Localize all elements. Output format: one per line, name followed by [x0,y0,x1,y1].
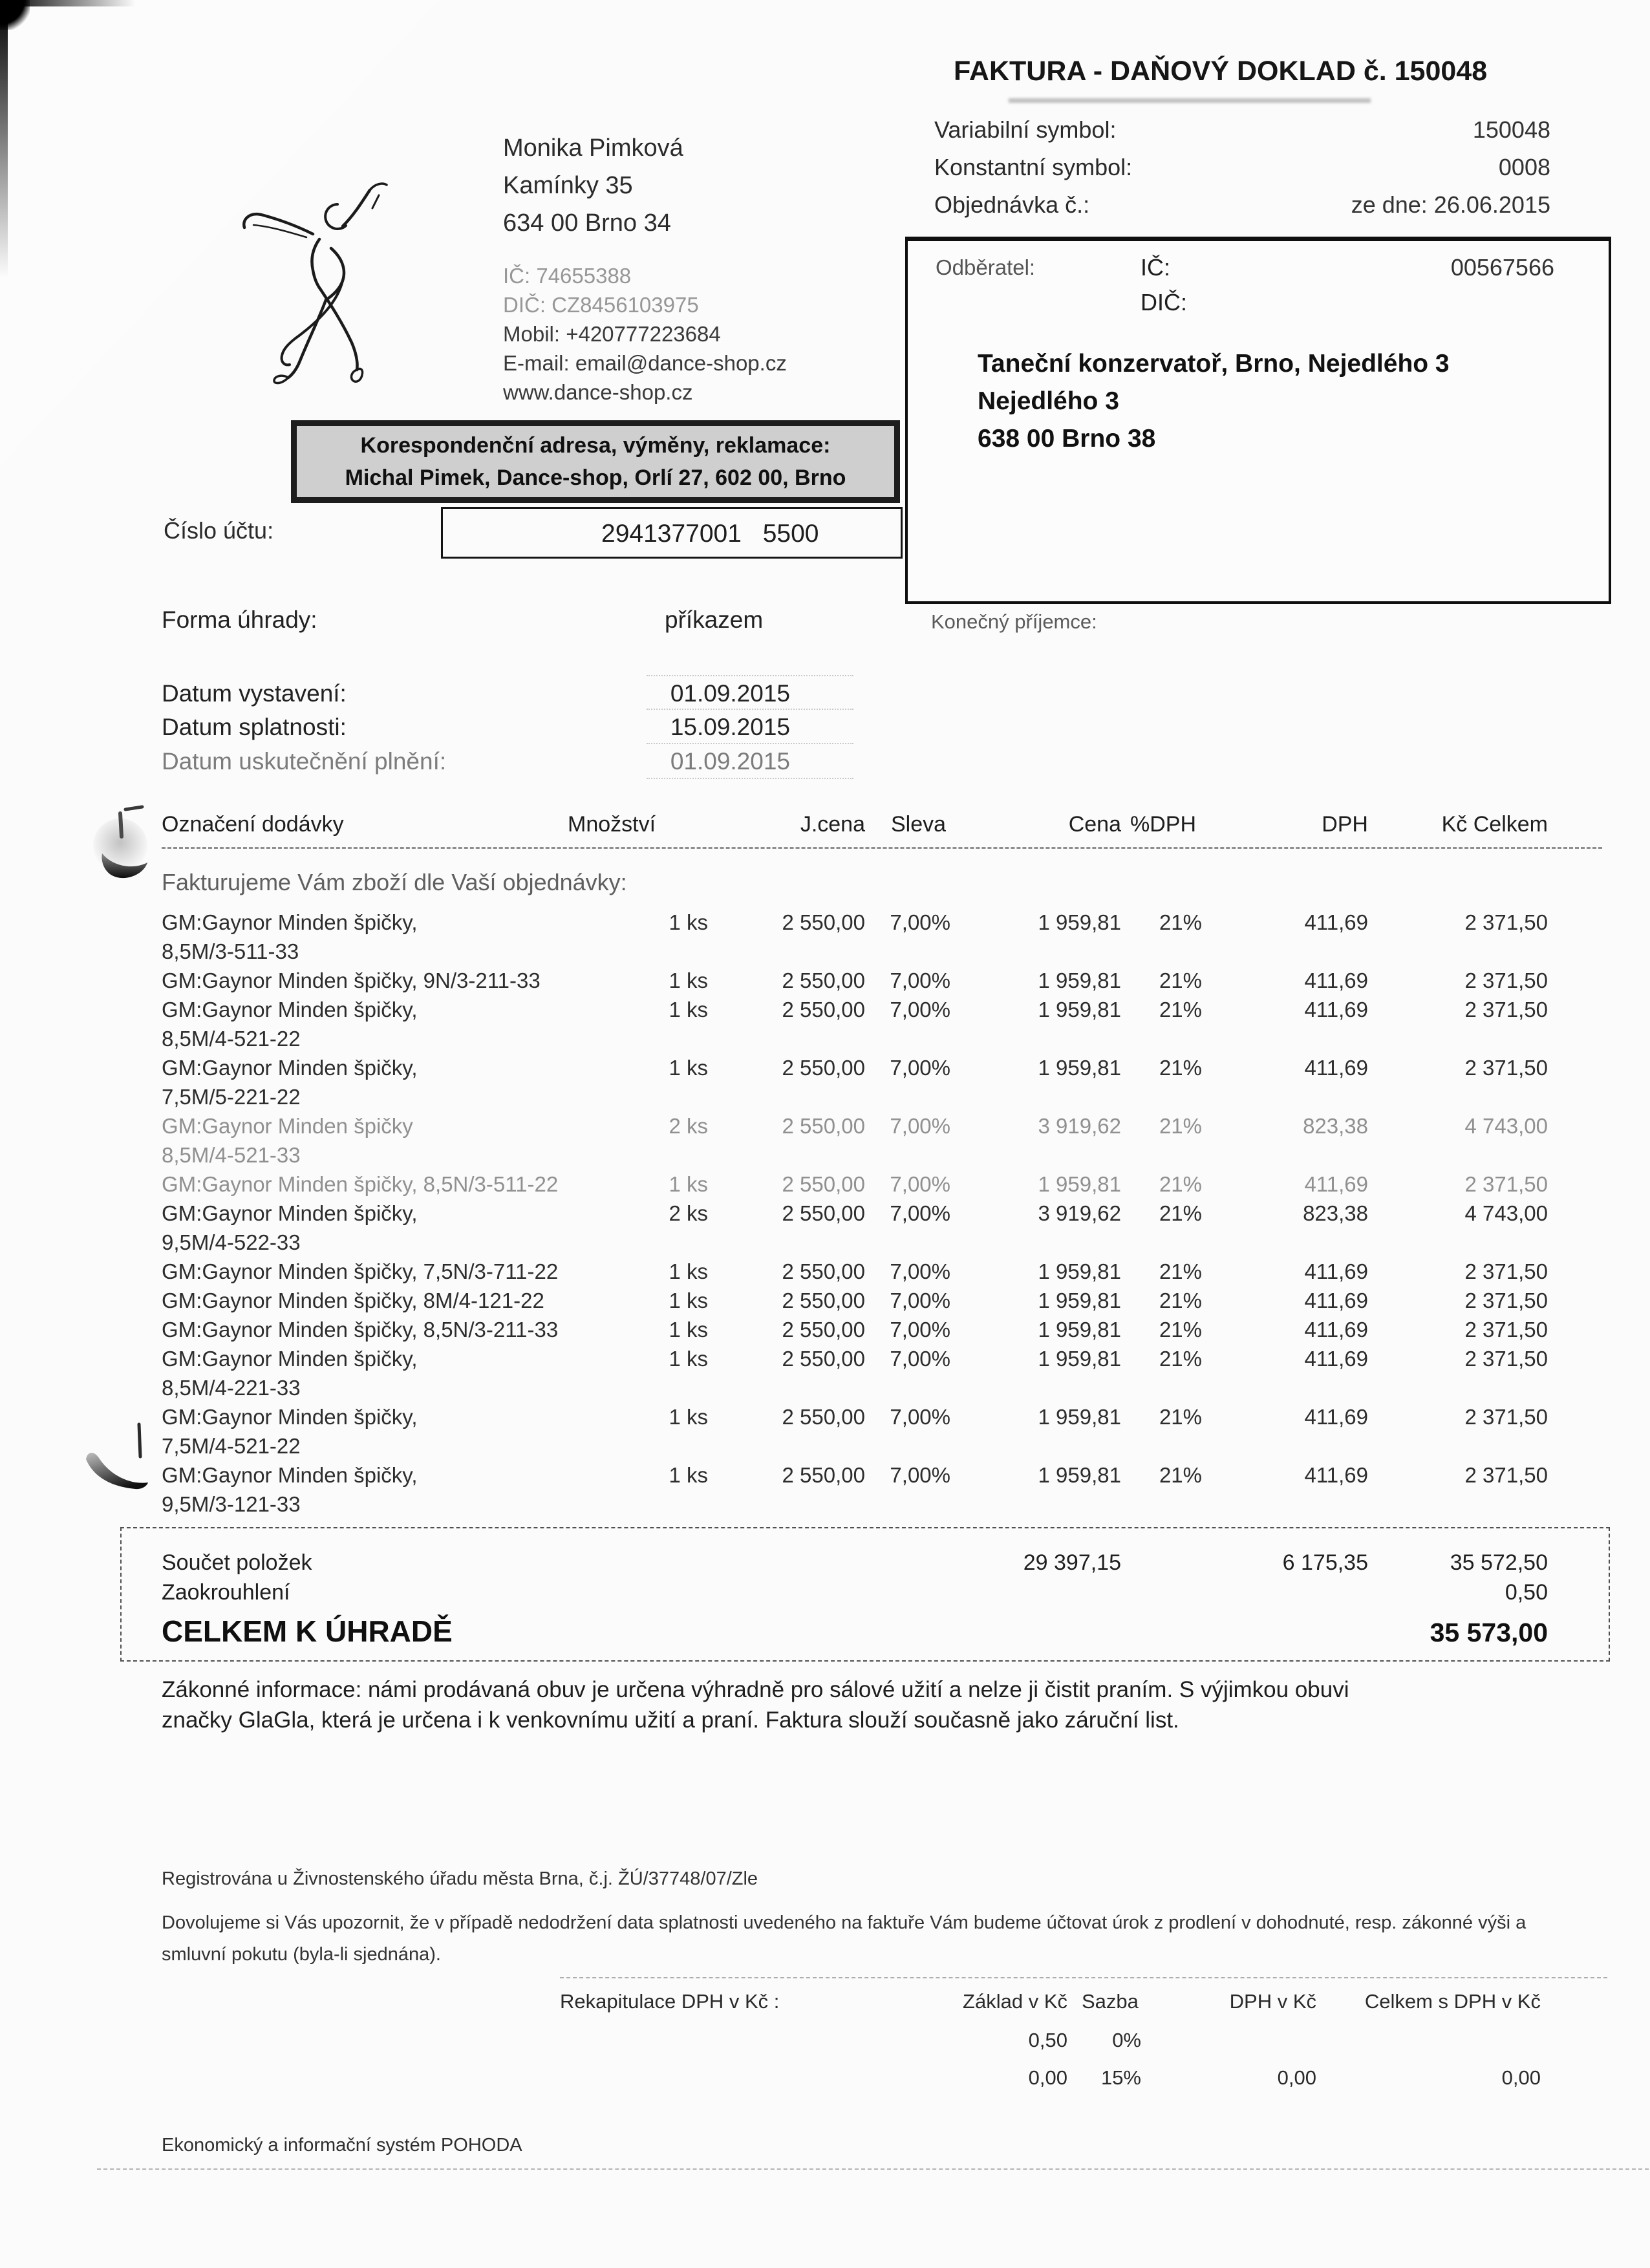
account-number-box [441,507,903,559]
item-unit-price: 2 550,00 [782,1318,865,1342]
item-unit-price: 2 550,00 [782,1405,865,1429]
item-discount: 7,00% [890,1318,950,1342]
item-code: 9,5M/3-121-33 [162,1492,301,1516]
item-name: GM:Gaynor Minden špičky, 7,5N/3-711-22 [162,1259,559,1283]
item-total: 2 371,50 [1464,1056,1548,1080]
late-payment-notice [162,1907,1526,1971]
item-total: 2 371,50 [1464,1172,1548,1196]
item-vat: 411,69 [1304,1318,1368,1342]
dotted-separator [647,675,853,676]
table-row [162,1402,1552,1460]
constant-symbol-label: Konstantní symbol: [934,154,1133,180]
correspondence-line1: Korespondenční adresa, výměny, reklamace: [360,433,831,458]
customer-ic-value: 00567566 [1450,254,1554,281]
item-name: GM:Gaynor Minden špičky, 8M/4-121-22 [162,1289,544,1312]
scan-smudge [1009,98,1371,103]
item-name: GM:Gaynor Minden špičky, 9N/3-211-33 [162,968,541,992]
item-unit-price: 2 550,00 [782,1114,865,1138]
supplier-email: E-mail: email@dance-shop.cz [503,351,787,375]
item-unit-price: 2 550,00 [782,968,865,992]
item-unit-price: 2 550,00 [782,1201,865,1225]
notice-line2: smluvní pokutu (byla-li sjednána). [162,1944,441,1965]
item-vat-rate: 21% [1159,910,1202,934]
item-qty: 2 ks [669,1114,708,1138]
item-qty: 1 ks [669,1463,708,1487]
item-qty: 1 ks [669,1318,708,1342]
correspondence-line2: Michal Pimek, Dance-shop, Orlí 27, 602 00, Brno [345,465,846,490]
item-vat: 411,69 [1304,1056,1368,1080]
dancer-logo-icon [241,176,399,396]
col-discount: Sleva [891,812,947,837]
item-unit-price: 2 550,00 [782,1463,865,1487]
col-total: Kč Celkem [1441,812,1548,837]
item-vat: 411,69 [1304,1172,1368,1196]
rounding-label: Zaokrouhlení [162,1580,290,1605]
item-unit-price: 2 550,00 [782,1289,865,1312]
item-discount: 7,00% [890,910,950,934]
item-vat-rate: 21% [1159,1289,1202,1312]
final-recipient-label: Konečný příjemce: [931,610,1097,633]
item-discount: 7,00% [890,1405,950,1429]
item-unit-price: 2 550,00 [782,910,865,934]
item-vat: 411,69 [1304,1259,1368,1283]
item-qty: 2 ks [669,1201,708,1225]
customer-street: Nejedlého 3 [978,387,1119,415]
supplier-web: www.dance-shop.cz [503,380,693,404]
supplier-dic: DIČ: CZ8456103975 [503,293,699,317]
item-vat-rate: 21% [1159,1172,1202,1196]
invoice-title: FAKTURA - DAŇOVÝ DOKLAD č. 150048 [954,56,1488,87]
item-name: GM:Gaynor Minden špičky, [162,1405,418,1429]
item-qty: 1 ks [669,1172,708,1196]
dotted-separator [647,743,853,744]
table-row [162,908,1552,966]
item-code: 7,5M/5-221-22 [162,1085,301,1109]
issue-date-value: 01.09.2015 [670,680,790,707]
item-code: 7,5M/4-521-22 [162,1434,301,1458]
item-total: 2 371,50 [1464,1318,1548,1342]
item-discount: 7,00% [890,1114,950,1138]
recap-total-1: 0,00 [1501,2066,1541,2089]
recap-col-rate: Sazba [1082,1990,1139,2013]
item-vat-rate: 21% [1159,1405,1202,1429]
table-row [162,1053,1552,1111]
item-price: 1 959,81 [1038,1259,1121,1283]
footer-note: Ekonomický a informační systém POHODA [162,2135,522,2156]
item-discount: 7,00% [890,1259,950,1283]
recap-col-total: Celkem s DPH v Kč [1364,1990,1541,2013]
item-vat: 411,69 [1304,1347,1368,1371]
item-vat-rate: 21% [1159,998,1202,1022]
bottom-divider [97,2168,1649,2170]
recap-col-base: Základ v Kč [963,1990,1067,2013]
supplier-ic: IČ: 74655388 [503,264,632,288]
item-price: 1 959,81 [1038,1405,1121,1429]
sum-total: 35 572,50 [1450,1550,1548,1575]
item-total: 2 371,50 [1464,1259,1548,1283]
item-price: 1 959,81 [1038,1347,1121,1371]
item-price: 3 919,62 [1038,1201,1121,1225]
item-vat: 411,69 [1304,968,1368,992]
recap-base-1: 0,00 [1028,2066,1067,2089]
legal-line1: Zákonné informace: námi prodávaná obuv je určena výhradně pro sálové užití a nelze ji čistit praním. S výjimkou obuvi [162,1677,1349,1702]
item-unit-price: 2 550,00 [782,1056,865,1080]
item-vat: 411,69 [1304,1405,1368,1429]
table-row [162,1170,1552,1199]
item-total: 2 371,50 [1464,1347,1548,1371]
recap-rate-0: 0% [1112,2029,1141,2051]
table-row [162,1111,1552,1170]
item-qty: 1 ks [669,968,708,992]
item-price: 1 959,81 [1038,1318,1121,1342]
supplier-name: Monika Pimková [503,134,683,162]
item-name: GM:Gaynor Minden špičky, [162,1463,418,1487]
customer-ic-label: IČ: [1141,254,1171,281]
items-table [162,908,1552,1519]
item-name: GM:Gaynor Minden špičky, [162,1347,418,1371]
item-price: 1 959,81 [1038,1172,1121,1196]
account-number-label: Číslo účtu: [164,517,274,544]
grand-total-label: CELKEM K ÚHRADĚ [162,1614,453,1648]
item-unit-price: 2 550,00 [782,1172,865,1196]
recap-rate-1: 15% [1100,2066,1141,2089]
col-name: Označení dodávky [162,812,344,837]
item-name: GM:Gaynor Minden špičky [162,1114,413,1138]
item-total: 4 743,00 [1464,1201,1548,1225]
item-price: 1 959,81 [1038,1463,1121,1487]
item-total: 2 371,50 [1464,1405,1548,1429]
dotted-separator [647,778,853,779]
constant-symbol-value: 0008 [1498,154,1550,180]
item-name: GM:Gaynor Minden špičky, [162,1201,418,1225]
item-vat-rate: 21% [1159,1318,1202,1342]
item-qty: 1 ks [669,1259,708,1283]
order-number-label: Objednávka č.: [934,191,1090,218]
item-code: 8,5M/3-511-33 [162,939,299,963]
item-discount: 7,00% [890,1463,950,1487]
col-unit-price: J.cena [800,812,865,837]
scan-edge-corner [0,0,30,30]
legal-line2: značky GlaGla, která je určena i k venkovnímu užití a praní. Faktura slouží současně jako záruční list. [162,1707,1179,1733]
table-row [162,1286,1552,1315]
item-name: GM:Gaynor Minden špičky, [162,998,418,1022]
due-date-value: 15.09.2015 [670,714,790,740]
item-vat-rate: 21% [1159,1201,1202,1225]
item-unit-price: 2 550,00 [782,998,865,1022]
items-intro: Fakturujeme Vám zboží dle Vaší objednávky: [162,869,627,895]
item-qty: 1 ks [669,1289,708,1312]
item-name: GM:Gaynor Minden špičky, [162,1056,418,1080]
item-discount: 7,00% [890,1347,950,1371]
col-vat-rate: %DPH [1130,812,1197,837]
item-vat-rate: 21% [1159,1056,1202,1080]
table-row [162,1199,1552,1257]
item-price: 1 959,81 [1038,968,1121,992]
item-vat: 411,69 [1304,1463,1368,1487]
item-discount: 7,00% [890,1056,950,1080]
col-price: Cena [1068,812,1121,837]
item-price: 1 959,81 [1038,910,1121,934]
taxable-date-label: Datum uskutečnění plnění: [162,748,447,775]
item-qty: 1 ks [669,1056,708,1080]
header-divider [162,847,1602,849]
item-name: GM:Gaynor Minden špičky, 8,5N/3-211-33 [162,1318,559,1342]
dotted-separator [647,709,853,710]
table-row [162,1257,1552,1286]
notice-line1: Dovolujeme si Vás upozornit, že v případě nedodržení data splatnosti uvedeného na faktuře Vám budeme účtovat úrok z prodlení v dohodnuté, resp. zákonné výši a [162,1912,1527,1933]
item-vat-rate: 21% [1159,1114,1202,1138]
account-number-value: 2941377001 5500 [601,520,819,548]
item-vat: 411,69 [1304,910,1368,934]
item-unit-price: 2 550,00 [782,1259,865,1283]
item-total: 2 371,50 [1464,1289,1548,1312]
customer-box-label: Odběratel: [936,255,1036,279]
item-discount: 7,00% [890,968,950,992]
item-qty: 1 ks [669,998,708,1022]
supplier-mobile: Mobil: +420777223684 [503,322,721,346]
table-row [162,1460,1552,1519]
recap-divider [560,1977,1607,1978]
order-date-value: ze dne: 26.06.2015 [1351,191,1550,218]
item-vat-rate: 21% [1159,968,1202,992]
items-table-header [162,812,1552,839]
item-price: 1 959,81 [1038,1056,1121,1080]
item-total: 4 743,00 [1464,1114,1548,1138]
item-qty: 1 ks [669,1347,708,1371]
item-qty: 1 ks [669,1405,708,1429]
item-code: 9,5M/4-522-33 [162,1230,301,1254]
item-qty: 1 ks [669,910,708,934]
taxable-date-value: 01.09.2015 [670,748,790,775]
scan-edge-left [0,0,8,278]
customer-box [905,237,1611,604]
item-vat-rate: 21% [1159,1463,1202,1487]
sum-label: Součet položek [162,1550,312,1575]
customer-city: 638 00 Brno 38 [978,425,1156,453]
item-vat-rate: 21% [1159,1347,1202,1371]
issue-date-label: Datum vystavení: [162,680,347,707]
correspondence-box [291,420,900,503]
supplier-city: 634 00 Brno 34 [503,209,671,237]
variable-symbol-value: 150048 [1472,116,1550,143]
payment-form-value: příkazem [665,606,764,633]
table-row [162,1344,1552,1402]
item-discount: 7,00% [890,998,950,1022]
item-code: 8,5M/4-521-22 [162,1027,301,1051]
item-unit-price: 2 550,00 [782,1347,865,1371]
registration-note: Registrována u Živnostenského úřadu města Brna, č.j. ŽÚ/37748/07/Zle [162,1868,758,1889]
item-price: 1 959,81 [1038,998,1121,1022]
item-discount: 7,00% [890,1289,950,1312]
item-total: 2 371,50 [1464,968,1548,992]
item-total: 2 371,50 [1464,910,1548,934]
col-vat: DPH [1322,812,1368,837]
vat-recap-label: Rekapitulace DPH v Kč : [560,1990,780,2013]
sum-vat: 6 175,35 [1282,1550,1368,1575]
table-row [162,966,1552,995]
rounding-value: 0,50 [1505,1580,1548,1605]
legal-info [162,1674,1349,1735]
payment-form-label: Forma úhrady: [162,606,317,633]
item-vat: 823,38 [1303,1201,1368,1225]
item-vat: 411,69 [1304,998,1368,1022]
recap-col-vat: DPH v Kč [1229,1990,1316,2013]
item-code: 8,5M/4-221-33 [162,1376,301,1400]
item-name: GM:Gaynor Minden špičky, 8,5N/3-511-22 [162,1172,559,1196]
grand-total-value: 35 573,00 [1430,1618,1548,1647]
item-name: GM:Gaynor Minden špičky, [162,910,418,934]
item-total: 2 371,50 [1464,998,1548,1022]
supplier-street: Kamínky 35 [503,172,633,199]
table-row [162,1315,1552,1344]
recap-base-0: 0,50 [1028,2029,1067,2051]
recap-vat-1: 0,00 [1277,2066,1316,2089]
item-vat: 411,69 [1304,1289,1368,1312]
due-date-label: Datum splatnosti: [162,714,347,740]
item-vat-rate: 21% [1159,1259,1202,1283]
ink-smudge-mark [84,802,162,892]
item-price: 3 919,62 [1038,1114,1121,1138]
item-vat: 823,38 [1303,1114,1368,1138]
table-row [162,995,1552,1053]
item-total: 2 371,50 [1464,1463,1548,1487]
item-code: 8,5M/4-521-33 [162,1143,301,1167]
customer-dic-label: DIČ: [1141,289,1187,316]
col-qty: Množství [568,812,656,837]
customer-name: Taneční konzervatoř, Brno, Nejedlého 3 [978,350,1450,378]
item-price: 1 959,81 [1038,1289,1121,1312]
sum-price: 29 397,15 [1023,1550,1121,1575]
item-discount: 7,00% [890,1201,950,1225]
item-discount: 7,00% [890,1172,950,1196]
variable-symbol-label: Variabilní symbol: [934,116,1117,143]
ink-swoosh-mark [81,1419,155,1506]
